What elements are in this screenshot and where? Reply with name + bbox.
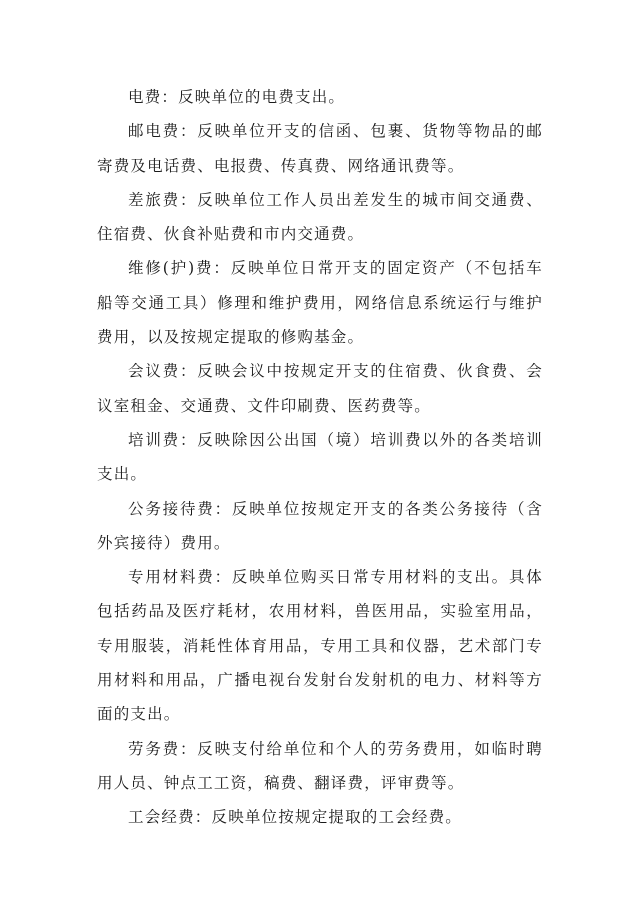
paragraph-reception-fee: 公务接待费：反映单位按规定开支的各类公务接待（含外宾接待）费用。 <box>97 499 543 552</box>
paragraph-labor-fee: 劳务费：反映支付给单位和个人的劳务费用，如临时聘用人员、钟点工工资，稿费、翻译费，评审费等。 <box>97 739 543 792</box>
document-body <box>97 80 543 835</box>
paragraph-meeting-fee: 会议费：反映会议中按规定开支的住宿费、伙食费、会议室租金、交通费、文件印刷费、医药费等。 <box>97 362 543 415</box>
paragraph-electricity-fee: 电费：反映单位的电费支出。 <box>128 88 346 106</box>
paragraph-special-materials-fee: 专用材料费：反映单位购买日常专用材料的支出。具体包括药品及医疗耗材，农用材料，兽医用品，实验室用品，专用服装，消耗性体育用品，专用工具和仪器，艺术部门专用材料和用品，广播电视台发射台发射机的电力、材料等方面的支出。 <box>97 568 543 724</box>
paragraph-postal-telecom-fee: 邮电费：反映单位开支的信函、包裹、货物等物品的邮寄费及电话费、电报费、传真费、网络通讯费等。 <box>97 122 543 175</box>
paragraph-training-fee: 培训费：反映除因公出国（境）培训费以外的各类培训支出。 <box>97 430 543 484</box>
paragraph-maintenance-fee: 维修(护)费：反映单位日常开支的固定资产（不包括车船等交通工具）修理和维护费用，网络信息系统运行与维护费用，以及按规定提取的修购基金。 <box>97 259 543 347</box>
paragraph-travel-fee: 差旅费：反映单位工作人员出差发生的城市间交通费、住宿费、伙食补贴费和市内交通费。 <box>97 190 543 244</box>
paragraph-union-fee: 工会经费：反映单位按规定提取的工会经费。 <box>128 808 463 827</box>
